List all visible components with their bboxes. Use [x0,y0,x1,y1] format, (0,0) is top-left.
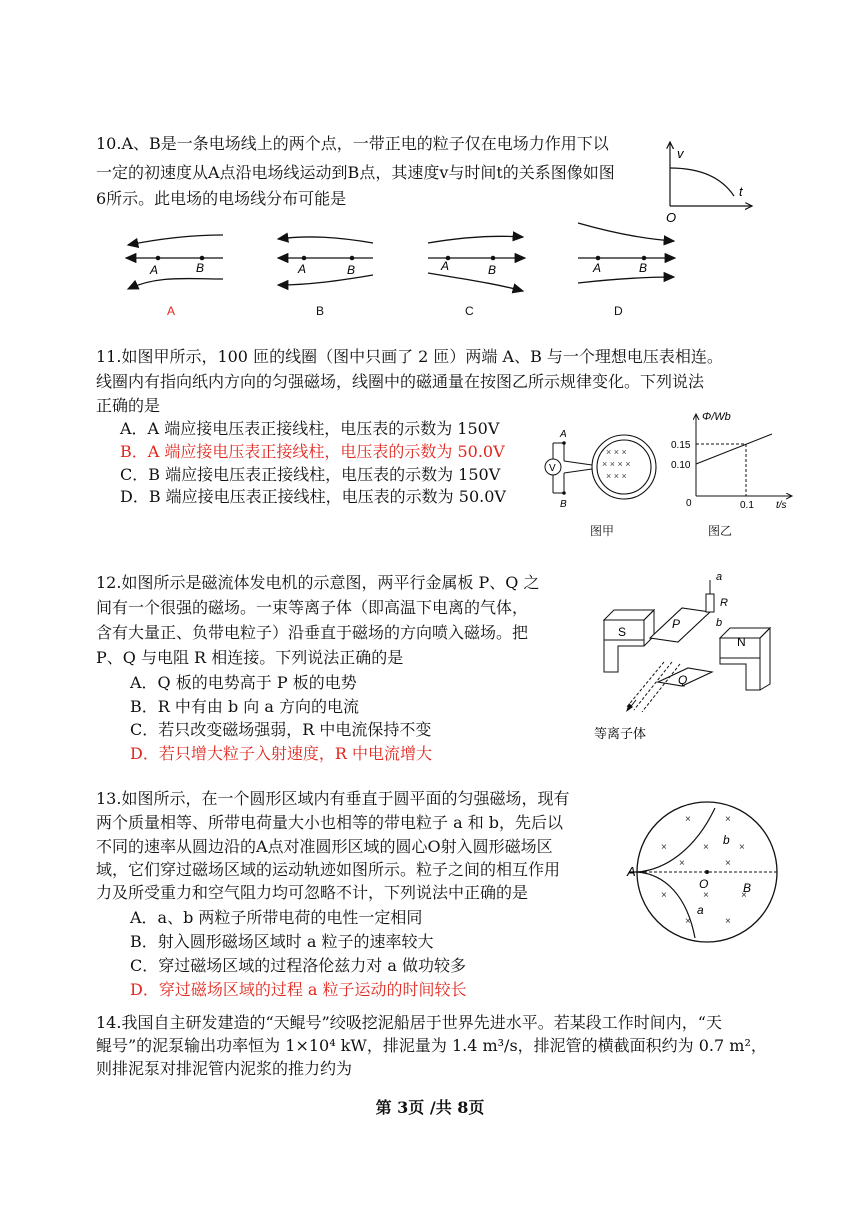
q12-figure [592,572,782,747]
q10-a-pt-b: B [196,261,205,275]
q10-c-pt-a: A [441,259,450,273]
q11-point-b: B [560,499,567,510]
svg-text:×: × [703,890,709,901]
q12-label-b: b [716,617,723,629]
svg-text:×: × [685,916,691,927]
q10-option-a-label: A [167,304,176,318]
q10-c-pt-b: B [488,263,497,277]
q13-option-b: B．射入圆形磁场区域时 a 粒子的速率较大 [130,932,434,951]
q13-figure [625,800,785,950]
q11-option-b: B．A 端应接电压表正接线柱，电压表的示数为 50.0V [120,442,505,461]
q11-figure-yi [670,408,800,518]
svg-text:×: × [661,890,667,901]
q12-option-a: A．Q 板的电势高于 P 板的电势 [130,673,357,692]
q13-label-a-point: A [627,864,636,879]
q14-line-1: 14.我国自主研发建造的“天鲲号”绞吸挖泥船居于世界先进水平。若某段工作时间内，“天 [96,1013,722,1032]
q13-line-5: 力及所受重力和空气阻力均可忽略不计，下列说法中正确的是 [96,883,529,902]
svg-text:×: × [725,814,731,825]
q12-line-3: 含有大量正、负带电粒子）沿垂直于磁场的方向喷入磁场。把 [96,623,529,642]
svg-text:×: × [741,890,747,901]
q14-line-3: 则排泥泵对排泥管内泥浆的推力约为 [96,1059,353,1078]
q11-line-3: 正确的是 [96,396,161,415]
svg-text:× × ×: × × × [606,471,627,481]
q10-option-c-label: C [465,304,474,318]
q12-label-p: P [672,617,681,631]
q10-diagram-c [428,236,525,291]
q12-label-s: S [618,625,627,639]
q10-diagram-b [278,237,373,285]
q12-label-n: N [737,635,746,649]
q12-label-r: R [720,597,728,609]
q11-caption-jia: 图甲 [590,524,615,538]
q11-yi-ylabel: Φ/Wb [702,411,731,423]
q11-voltmeter-label: V [549,463,556,474]
q13-line-1: 13.如图所示，在一个圆形区域内有垂直于圆平面的匀强磁场，现有 [96,789,570,808]
svg-text:×: × [725,858,731,869]
q12-line-4: P、Q 与电阻 R 相连接。下列说法正确的是 [96,648,404,667]
q10-line-3: 6所示。此电场的电场线分布可能是 [96,189,347,208]
q10-diagram-d [578,223,675,283]
q11-point-a: A [560,429,567,440]
q10-diagram-a [126,235,223,289]
svg-text:×: × [739,842,745,853]
page-footer: 第 3页 /共 8页 [375,1098,485,1117]
q10-b-pt-b: B [347,263,356,277]
q11-line-2: 线圈内有指向纸内方向的匀强磁场，线圈中的磁通量在按图乙所示规律变化。下列说法 [96,372,705,391]
q10-line-2: 一定的初速度从A点沿电场线运动到B点，其速度v与时间t的关系图像如图 [96,163,615,182]
q10-d-pt-b: B [639,261,648,275]
q11-yi-xlabel: t/s [776,500,787,511]
q12-option-c: C．若只改变磁场强弱，R 中电流保持不变 [130,720,432,739]
svg-text:×: × [685,814,691,825]
q13-line-4: 域，它们穿过磁场区域的运动轨迹如图所示。粒子之间的相互作用 [96,860,561,879]
q13-option-c: C．穿过磁场区域的过程洛伦兹力对 a 做功较多 [130,956,466,975]
q10-graph-v: v [677,146,684,161]
q10-graph-o: O [666,210,677,225]
svg-text:×: × [661,842,667,853]
q12-label-q: Q [678,673,688,687]
q11-line-1: 11.如图甲所示，100 匝的线圈（图中只画了 2 匝）两端 A、B 与一个理想电压表相连。 [96,347,723,366]
q11-option-c: C．B 端应接电压表正接线柱，电压表的示数为 150V [120,465,501,484]
q12-plasma-label: 等离子体 [594,726,647,741]
q11-yi-origin: 0 [686,498,692,509]
q13-line-2: 两个质量相等、所带电荷量大小也相等的带电粒子 a 和 b，先后以 [96,813,564,832]
q11-yi-y2: 0.10 [671,460,691,471]
q12-line-2: 间有一个很强的磁场。一束等离子体（即高温下电离的气体， [96,598,529,617]
q11-caption-yi: 图乙 [708,524,733,538]
q11-yi-x1: 0.1 [740,500,754,511]
q10-a-pt-a: A [150,263,159,277]
q10-graph-t: t [739,184,743,199]
q13-label-b: b [723,833,730,847]
q12-option-d: D．若只增大粒子入射速度，R 中电流增大 [130,744,432,763]
q13-label-b-point: B [743,881,752,895]
q11-yi-y1: 0.15 [671,440,691,451]
q11-figure-jia [540,425,670,515]
q13-line-3: 不同的速率从圆边沿的A点对准圆形区域的圆心O射入圆形磁场区 [96,837,553,856]
q13-option-d: D．穿过磁场区域的过程 a 粒子运动的时间较长 [130,980,467,999]
q12-option-b: B．R 中有由 b 向 a 方向的电流 [130,697,360,716]
q11-option-d: D．B 端应接电压表正接线柱，电压表的示数为 50.0V [120,487,506,506]
svg-text:×: × [703,842,709,853]
q13-label-a: a [697,903,704,917]
svg-text:× × × ×: × × × × [602,459,631,469]
q10-option-b-label: B [316,304,325,318]
q13-option-a: A．a、b 两粒子所带电荷的电性一定相同 [130,908,423,927]
q14-line-2: 鲲号”的泥泵输出功率恒为 1×10⁴ kW，排泥量为 1.4 m³/s，排泥管的横截面积约为 0.7 m²， [96,1036,767,1055]
q10-field-diagrams [118,213,678,303]
q13-label-o: O [699,877,709,891]
svg-text:× × ×: × × × [606,447,627,457]
q10-line-1: 10.A、B是一条电场线上的两个点，一带正电的粒子仅在电场力作用下以 [96,134,609,153]
q11-option-a: A．A 端应接电压表正接线柱，电压表的示数为 150V [120,419,500,438]
q10-b-pt-a: A [298,262,307,276]
svg-text:×: × [679,858,685,869]
q12-label-a: a [716,572,723,583]
svg-text:×: × [725,916,731,927]
q10-d-pt-a: A [593,261,602,275]
q10-option-d-label: D [614,304,623,318]
q12-line-1: 12.如图所示是磁流体发电机的示意图，两平行金属板 P、Q 之 [96,573,540,592]
